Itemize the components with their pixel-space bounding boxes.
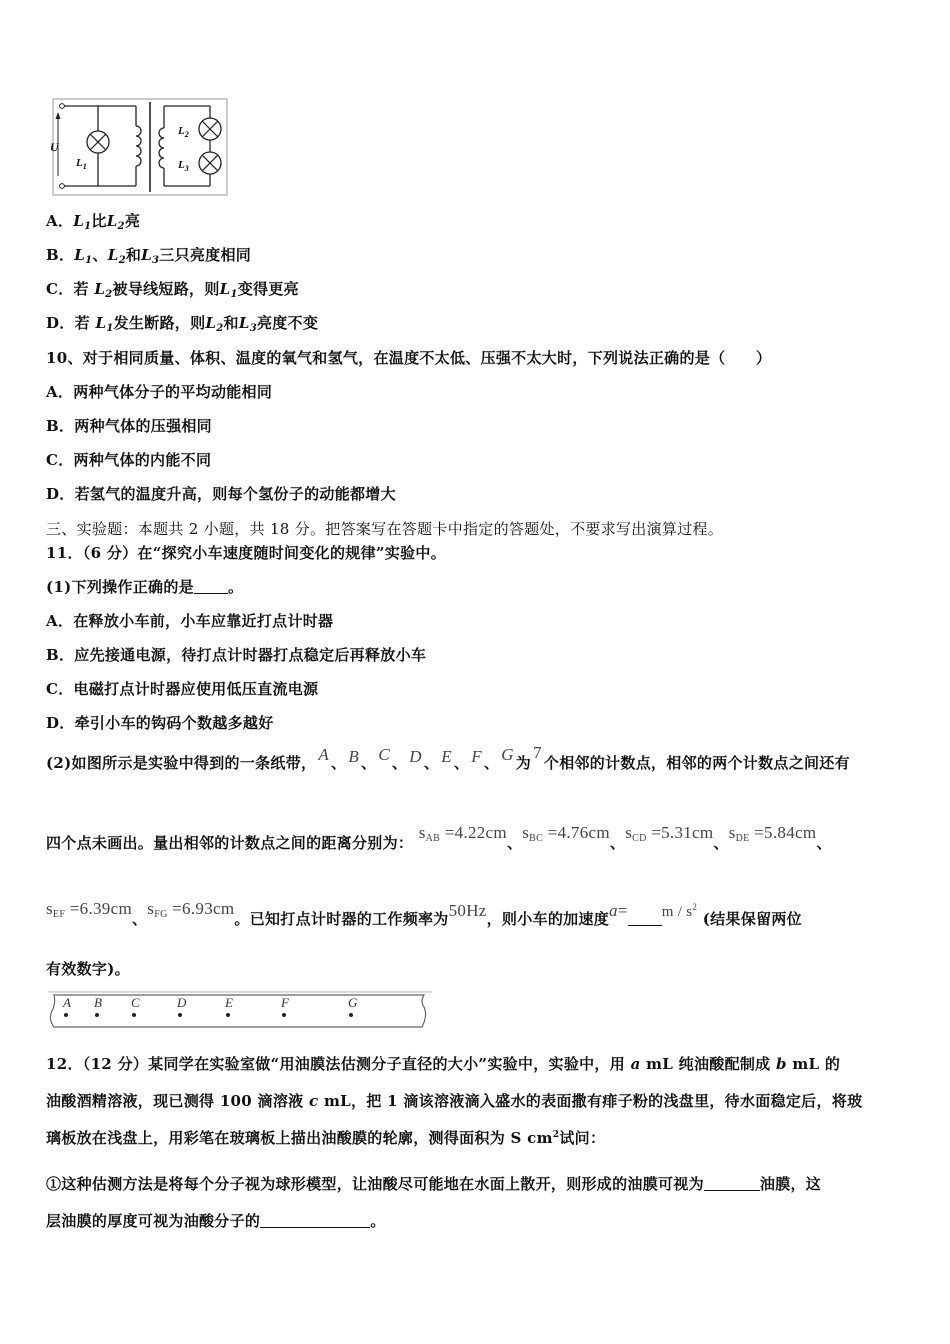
q11-part2-line3: $s_{EF} =6.39cm$、$s_{FG} =6.93cm$。已知打点计时器的工作频率为50Hz，则小车的加速度$a= m / s^2$ (结果保留两位	[46, 899, 802, 928]
q9-option-d: D．若 $L_1$发生断路，则$L_2$和$L_3$亮度不变	[46, 314, 319, 334]
molecule-property-blank[interactable]	[260, 1213, 370, 1228]
q12-line3: 璃板放在浅盘上，用彩笔在玻璃板上描出油酸膜的轮廓，测得面积为 S $cm^2$试问：	[46, 1129, 606, 1147]
q12-line1: 12．（12 分）某同学在实验室做“用油膜法估测分子直径的大小”实验中，实验中，用 a mL 纯油酸配制成 b mL 的	[46, 1055, 841, 1073]
q11-part2-line4: 有效数字)。	[46, 960, 130, 978]
q9-option-c: C．若 $L_2$被导线短路，则$L_1$变得更亮	[46, 280, 299, 300]
q12-line2: 油酸酒精溶液，现已测得 100 滴溶液 c mL，把 1 滴该溶液滴入盛水的表面撒有痱子粉的浅盘里，待水面稳定后，将玻	[46, 1092, 863, 1110]
tape-dot-g	[349, 1013, 353, 1017]
tape-label-a: A	[63, 995, 71, 1010]
tape-dot-b	[95, 1013, 99, 1017]
q11-stem: 11．（6 分）在“探究小车速度随时间变化的规律”实验中。	[46, 544, 446, 562]
tape-label-f: F	[281, 995, 289, 1010]
tape-label-b: B	[94, 995, 102, 1010]
q11-part1: (1)下列操作正确的是 。	[46, 578, 244, 596]
q11-option-d: D．牵引小车的钩码个数越多越好	[46, 714, 274, 732]
q12-line5: 层油膜的厚度可视为油酸分子的 。	[46, 1212, 386, 1230]
q10-stem: 10、对于相同质量、体积、温度的氧气和氢气，在温度不太低、压强不太大时，下列说法正确的是（ ）	[46, 349, 772, 367]
transformer-circuit-diagram	[52, 98, 228, 196]
tape-label-e: E	[225, 995, 233, 1010]
tape-label-c: C	[131, 995, 140, 1010]
paper-tape-figure	[44, 989, 436, 1033]
q11-option-c: C．电磁打点计时器应使用低压直流电源	[46, 680, 319, 698]
acceleration-answer-blank[interactable]	[628, 911, 662, 926]
l2-label: $L_2$	[178, 125, 189, 139]
tape-dot-f	[282, 1013, 286, 1017]
q12-line4: ①这种估测方法是将每个分子视为球形模型，让油酸尽可能地在水面上散开，则形成的油膜可视为 油膜，这	[46, 1175, 822, 1193]
section-3-heading: 三、实验题：本题共 2 小题，共 18 分。把答案写在答题卡中指定的答题处，不要求写出演算过程。	[46, 520, 724, 538]
q10-option-c: C．两种气体的内能不同	[46, 451, 212, 469]
q9-option-b: B．$L_1$、$L_2$和$L_3$三只亮度相同	[46, 246, 252, 266]
answer-blank[interactable]	[194, 579, 228, 594]
q11-part2-line2: 四个点未画出。量出相邻的计数点之间的距离分别为： $s_{AB} =4.22cm$、$s_{BC} =4.76cm$、$s_{CD} =5.31cm$、$s_{DE} =5.84cm$、	[46, 823, 832, 852]
tape-label-g: G	[348, 995, 358, 1010]
tape-dot-e	[226, 1013, 230, 1017]
tape-dot-a	[64, 1013, 68, 1017]
q10-option-b: B．两种气体的压强相同	[46, 417, 212, 435]
q9-option-a: A．$L_1$比$L_2$亮	[46, 212, 141, 232]
u-label: U	[50, 140, 59, 154]
q10-option-d: D．若氢气的温度升高，则每个氢份子的动能都增大	[46, 485, 396, 503]
tape-label-d: D	[177, 995, 187, 1010]
q10-option-a: A．两种气体分子的平均动能相同	[46, 383, 273, 401]
l3-label: $L_3$	[178, 159, 189, 173]
q11-option-b: B．应先接通电源，待打点计时器打点稳定后再释放小车	[46, 646, 427, 664]
oil-film-type-blank[interactable]	[704, 1176, 760, 1191]
l1-label: $L_1$	[76, 157, 87, 171]
q11-option-a: A．在释放小车前，小车应靠近打点计时器	[46, 612, 334, 630]
tape-dot-c	[132, 1013, 136, 1017]
q11-part2-line1: (2)如图所示是实验中得到的一条纸带， A 、 B 、 C 、 D 、 E 、 F 、 G 为7个相邻的计数点，相邻的两个计数点之间还有	[46, 743, 850, 772]
tape-dot-d	[178, 1013, 182, 1017]
